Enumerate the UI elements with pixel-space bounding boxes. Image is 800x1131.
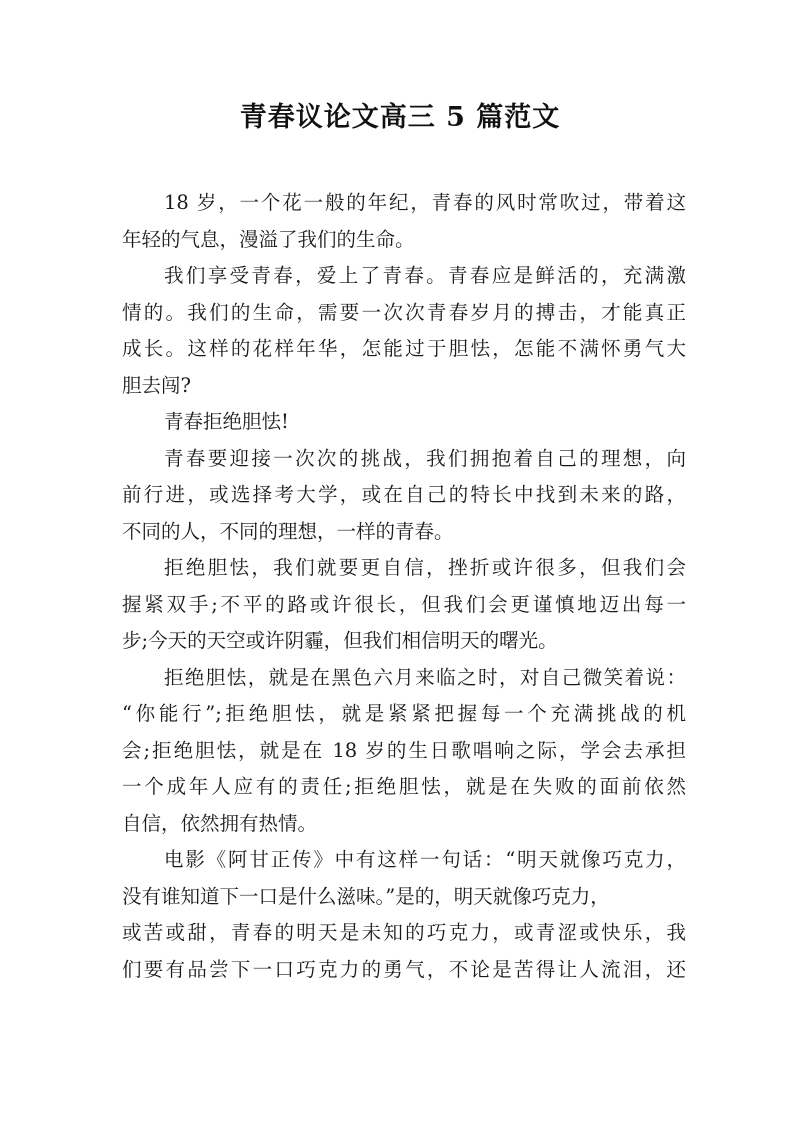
text-line: 电影《阿甘正传》中有这样一句话：“明天就像巧克力， (164, 848, 686, 871)
text-line: 青春拒绝胆怯! (164, 410, 289, 433)
text-line: 一个成年人应有的责任;拒绝胆怯，就是在失败的面前依然 (122, 775, 686, 798)
text-line: 成长。这样的花样年华，怎能过于胆怯，怎能不满怀勇气大 (122, 337, 686, 360)
text-line: 会;拒绝胆怯，就是在 18 岁的生日歌唱响之际，学会去承担 (122, 738, 686, 762)
text-line: 握紧双手;不平的路或许很长，但我们会更谨慎地迈出每一 (122, 592, 686, 616)
text-line: 年轻的气息，漫溢了我们的生命。 (122, 227, 415, 251)
document-body (122, 185, 686, 988)
text-line: 前行进，或选择考大学，或在自己的特长中找到未来的路， (122, 483, 686, 506)
text-line: 或苦或甜，青春的明天是未知的巧克力，或青涩或快乐，我 (122, 921, 686, 944)
text-line: 我们享受青春，爱上了青春。青春应是鲜活的，充满激 (164, 264, 686, 287)
text-line: 胆去闯? (122, 373, 191, 397)
text-line: 18 岁，一个花一般的年纪，青春的风时常吹过，带着这 (164, 191, 686, 214)
text-line: 不同的人，不同的理想，一样的青春。 (122, 519, 454, 543)
text-line: 自信，依然拥有热情。 (122, 811, 318, 835)
text-line: 拒绝胆怯，就是在黑色六月来临之时，对自己微笑着说： (164, 665, 686, 689)
document-title: 青春议论文高三 5 篇范文 (239, 102, 561, 133)
text-line: 拒绝胆怯，我们就要更自信，挫折或许很多，但我们会 (164, 556, 686, 579)
text-line: 青春要迎接一次次的挑战，我们拥抱着自己的理想，向 (164, 446, 686, 470)
text-line: 步;今天的天空或许阴霾，但我们相信明天的曙光。 (122, 629, 558, 652)
text-line: “你能行”;拒绝胆怯，就是紧紧把握每一个充满挑战的机 (122, 702, 686, 725)
text-line: 情的。我们的生命，需要一次次青春岁月的搏击，才能真正 (122, 300, 686, 324)
text-line: 们要有品尝下一口巧克力的勇气，不论是苦得让人流泪，还 (122, 957, 686, 981)
text-line: 没有谁知道下一口是什么滋味。”是的，明天就像巧克力， (122, 884, 610, 908)
